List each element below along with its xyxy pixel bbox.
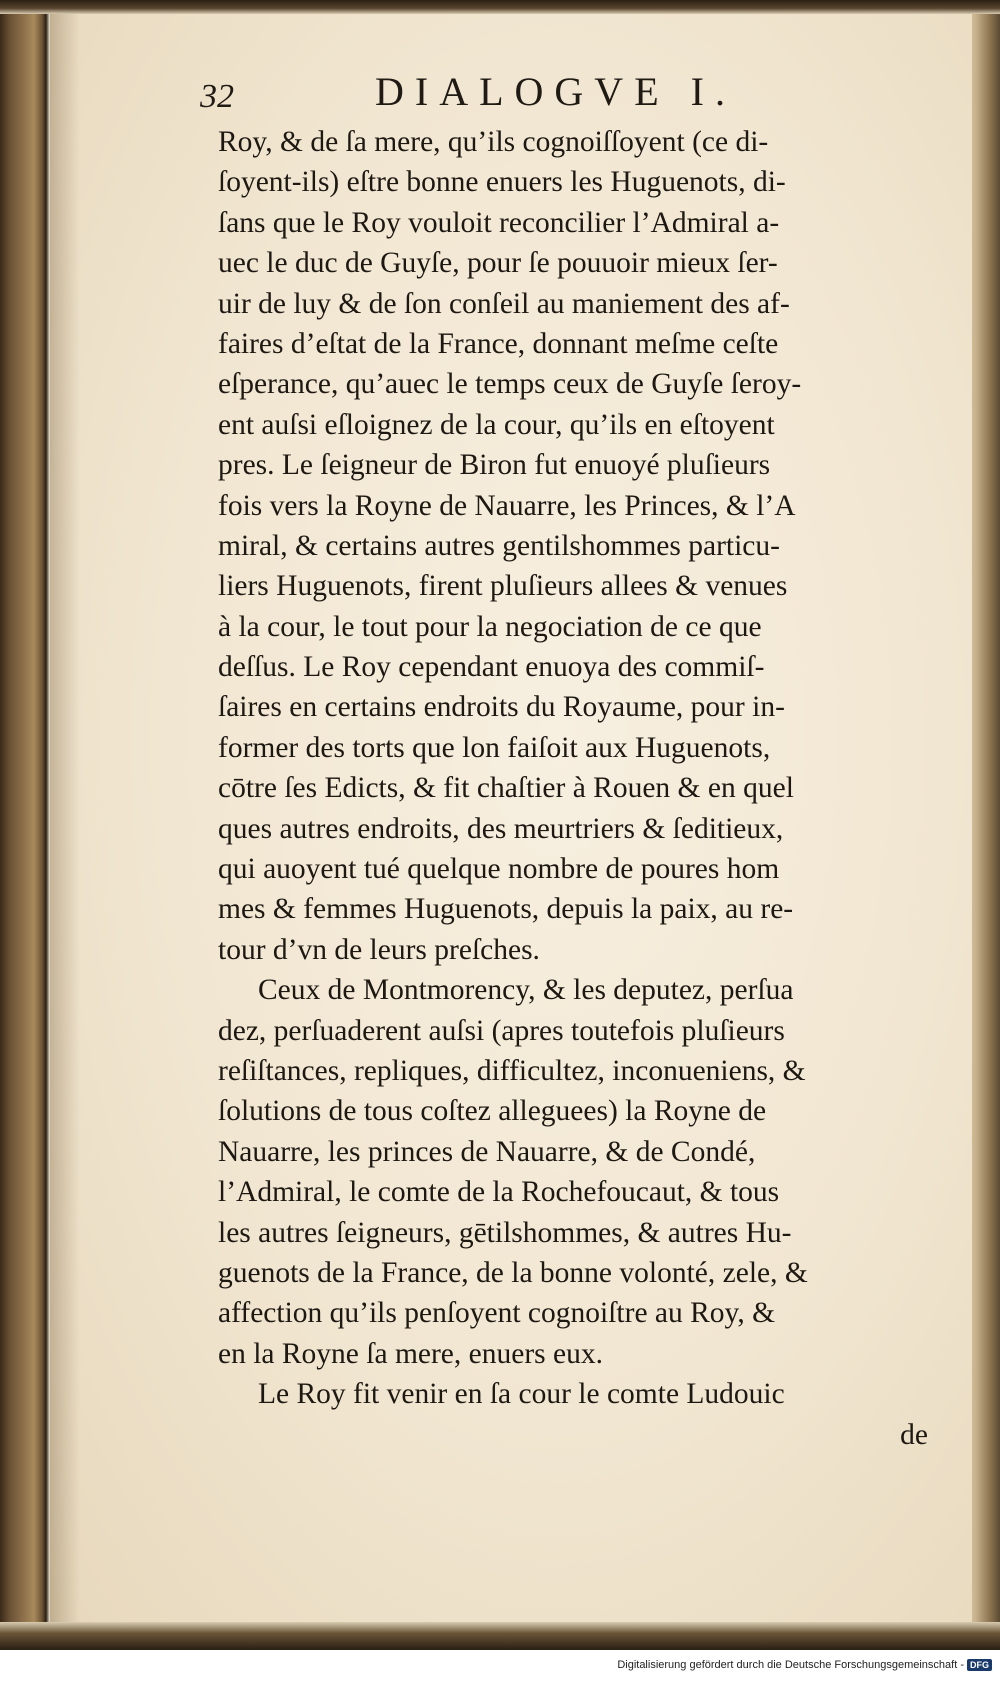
text-line: Roy, & de ſa mere, qu’ils cognoiſſoyent (ce di- bbox=[218, 126, 769, 158]
text-line: fois vers la Royne de Nauarre, les Princes, & l’A bbox=[218, 489, 796, 522]
text-line: en la Royne ſa mere, enuers eux. bbox=[218, 1337, 603, 1370]
credit-text: Digitalisierung gefördert durch die Deutsche Forschungsgemeinschaft - bbox=[617, 1659, 964, 1671]
text-line: affection qu’ils penſoyent cognoiſtre au Roy, & bbox=[218, 1297, 776, 1330]
body-text bbox=[218, 122, 930, 1455]
digitization-credit bbox=[617, 1659, 992, 1671]
text-line: tour d’vn de leurs preſches. bbox=[218, 933, 540, 966]
dfg-logo: DFG bbox=[967, 1659, 992, 1671]
page-number: 32 bbox=[200, 78, 234, 115]
text-line-paragraph-start: Le Roy fit venir en ſa cour le comte Ludouic bbox=[258, 1378, 785, 1411]
text-line: ſoyent-ils) eſtre bonne enuers les Huguenots, di- bbox=[218, 166, 786, 199]
text-line: faires d’eſtat de la France, donnant meſme ceſte bbox=[218, 327, 779, 360]
page-header bbox=[200, 68, 900, 118]
text-line: deſſus. Le Roy cependant enuoya des commiſ- bbox=[218, 651, 765, 684]
binding-top-edge bbox=[0, 0, 1000, 14]
text-line: eſperance, qu’auec le temps ceux de Guyſe ſeroy- bbox=[218, 368, 802, 401]
text-line: miral, & certains autres gentilshommes particu- bbox=[218, 529, 780, 562]
text-line: pres. Le ſeigneur de Biron fut enuoyé pluſieurs bbox=[218, 449, 771, 482]
catchword: de bbox=[900, 1418, 928, 1451]
text-line: uir de luy & de ſon conſeil au maniement des af- bbox=[218, 287, 790, 320]
text-line: former des torts que lon faiſoit aux Huguenots, bbox=[218, 731, 771, 764]
text-line: uec le duc de Guyſe, pour ſe pouuoir mieux ſer- bbox=[218, 247, 778, 280]
text-line: liers Huguenots, firent pluſieurs allees & venues bbox=[218, 570, 788, 603]
binding-bottom-edge bbox=[0, 1622, 1000, 1650]
text-line-paragraph-start: Ceux de Montmorency, & les deputez, perſua bbox=[258, 974, 794, 1007]
text-line: à la cour, le tout pour la negociation de ce que bbox=[218, 610, 762, 643]
text-line: guenots de la France, de la bonne volonté, zele, & bbox=[218, 1256, 808, 1289]
text-line: ſolutions de tous coſtez alleguees) la Royne de bbox=[218, 1095, 767, 1128]
text-line: dez, perſuaderent auſsi (apres toutefois pluſieurs bbox=[218, 1014, 785, 1047]
text-line: mes & femmes Huguenots, depuis la paix, au re- bbox=[218, 893, 794, 926]
text-line: ent auſsi eſloignez de la cour, qu’ils en eſtoyent bbox=[218, 408, 775, 441]
text-line: reſiſtances, repliques, difficultez, inconueniens, & bbox=[218, 1054, 806, 1087]
text-line: ques autres endroits, des meurtriers & ſeditieux, bbox=[218, 812, 784, 845]
text-line: les autres ſeigneurs, gētilshommes, & autres Hu- bbox=[218, 1216, 792, 1249]
text-line: qui auoyent tué quelque nombre de poures hom bbox=[218, 853, 780, 886]
text-line: cōtre ſes Edicts, & fit chaſtier à Rouen & en quel bbox=[218, 772, 794, 805]
text-line: Nauarre, les princes de Nauarre, & de Condé, bbox=[218, 1135, 756, 1168]
text-line: l’Admiral, le comte de la Rochefoucaut, & tous bbox=[218, 1176, 780, 1209]
running-title: DIALOGVE I. bbox=[375, 69, 736, 114]
gutter-shadow bbox=[50, 14, 80, 1624]
text-line: ſaires en certains endroits du Royaume, pour in- bbox=[218, 691, 785, 724]
text-line: ſans que le Roy vouloit reconcilier l’Admiral a- bbox=[218, 206, 780, 239]
